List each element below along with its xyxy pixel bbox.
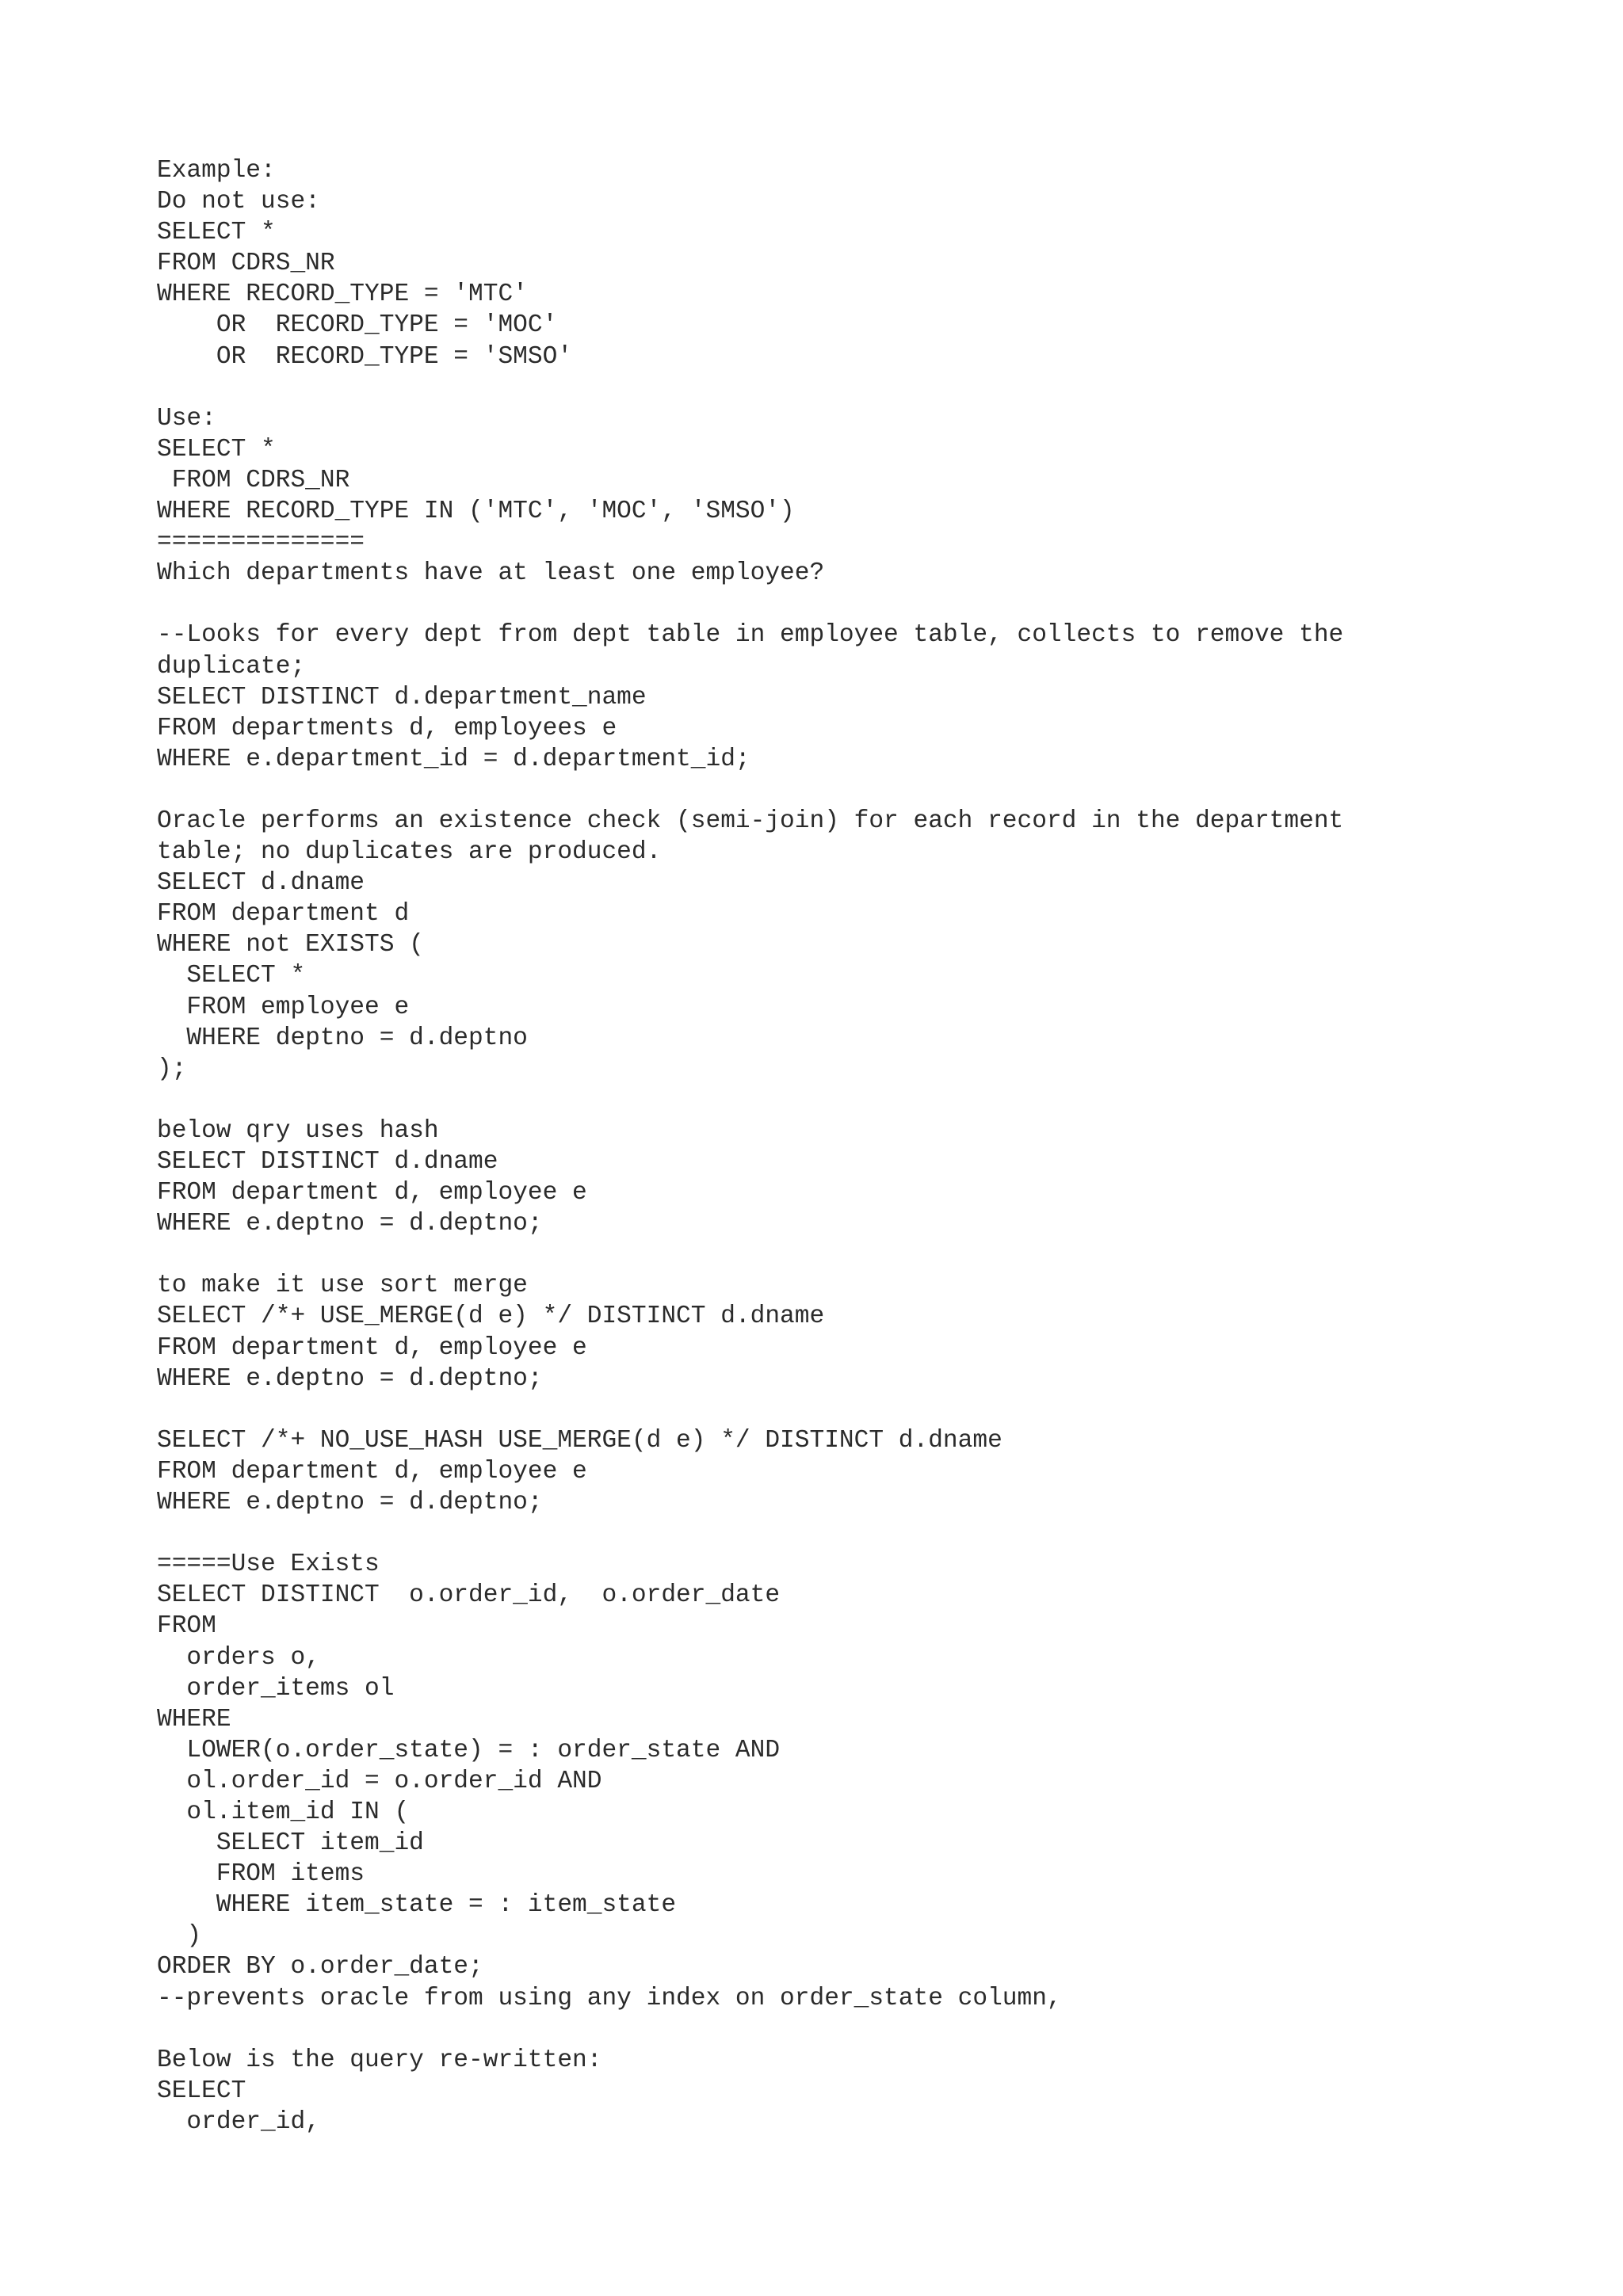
text-line: below qry uses hash: [157, 1116, 439, 1145]
text-line: [157, 1239, 1583, 1270]
text-line: SELECT /*+ NO_USE_HASH USE_MERGE(d e) */ DISTINCT d.dname: [157, 1426, 1002, 1455]
text-line: to make it use sort merge: [157, 1272, 528, 1300]
text-line: SELECT *: [157, 962, 306, 990]
text-line: ORDER BY o.order_date;: [157, 1953, 483, 1981]
text-line: WHERE item_state = : item_state: [157, 1891, 677, 1920]
text-line: [157, 372, 1583, 403]
text-line: FROM employee e: [157, 993, 410, 1021]
text-line: WHERE deptno = d.deptno: [157, 1024, 528, 1052]
text-line: FROM departments d, employees e: [157, 714, 617, 742]
text-line: FROM CDRS_NR: [157, 250, 335, 278]
text-line: Which departments have at least one employee?: [157, 559, 825, 588]
text-line: SELECT DISTINCT o.order_id, o.order_date: [157, 1581, 781, 1610]
text-line: FROM department d, employee e: [157, 1457, 587, 1486]
text-line: WHERE: [157, 1705, 231, 1733]
text-line: [157, 1518, 1583, 1549]
text-line: FROM department d, employee e: [157, 1333, 587, 1362]
text-line: WHERE e.deptno = d.deptno;: [157, 1364, 543, 1393]
text-line: FROM department d, employee e: [157, 1179, 587, 1207]
text-line: Below is the query re-written:: [157, 2046, 602, 2074]
text-line: SELECT DISTINCT d.dname: [157, 1148, 498, 1176]
text-line: );: [157, 1055, 187, 1083]
text-line: SELECT DISTINCT d.department_name: [157, 683, 647, 711]
text-line: [157, 1085, 1583, 1116]
text-line: SELECT *: [157, 219, 276, 247]
text-line: orders o,: [157, 1643, 320, 1672]
text-line: FROM items: [157, 1860, 365, 1889]
text-line: OR RECORD_TYPE = 'MOC': [157, 311, 558, 340]
text-line: Oracle performs an existence check (semi-join) for each record in the department: [157, 807, 1344, 835]
text-line: [157, 589, 1583, 620]
text-line: WHERE RECORD_TYPE IN ('MTC', 'MOC', 'SMSO'): [157, 498, 795, 526]
text-line: LOWER(o.order_state) = : order_state AND: [157, 1736, 781, 1764]
text-line: FROM department d: [157, 900, 410, 929]
text-line: FROM CDRS_NR: [157, 466, 350, 494]
text-line: ol.item_id IN (: [157, 1798, 410, 1826]
text-line: [157, 775, 1583, 806]
text-line: table; no duplicates are produced.: [157, 838, 662, 867]
text-line: Example:: [157, 157, 276, 185]
text-line: FROM: [157, 1612, 216, 1641]
sql-notes-text: [157, 155, 1583, 2138]
text-line: Do not use:: [157, 188, 320, 216]
text-line: SELECT *: [157, 435, 276, 463]
text-line: --prevents oracle from using any index on order_state column,: [157, 1984, 1062, 2012]
text-line: WHERE e.department_id = d.department_id;: [157, 745, 750, 773]
text-line: SELECT: [157, 2077, 246, 2105]
text-line: ==============: [157, 528, 365, 557]
text-line: ): [157, 1922, 202, 1951]
text-line: WHERE e.deptno = d.deptno;: [157, 1210, 543, 1238]
text-line: SELECT d.dname: [157, 869, 365, 898]
text-line: [157, 2014, 1583, 2045]
text-line: Use:: [157, 404, 216, 433]
text-line: duplicate;: [157, 652, 306, 681]
text-line: OR RECORD_TYPE = 'SMSO': [157, 342, 573, 371]
text-line: WHERE RECORD_TYPE = 'MTC': [157, 280, 528, 309]
text-line: [157, 1394, 1583, 1425]
text-line: SELECT /*+ USE_MERGE(d e) */ DISTINCT d.dname: [157, 1302, 825, 1331]
text-line: WHERE e.deptno = d.deptno;: [157, 1489, 543, 1517]
text-line: order_id,: [157, 2107, 320, 2136]
text-line: ol.order_id = o.order_id AND: [157, 1767, 602, 1795]
text-line: --Looks for every dept from dept table in employee table, collects to remove the: [157, 621, 1344, 650]
text-line: order_items ol: [157, 1674, 395, 1703]
text-line: =====Use Exists: [157, 1550, 380, 1579]
text-line: SELECT item_id: [157, 1829, 424, 1858]
text-line: WHERE not EXISTS (: [157, 931, 424, 959]
